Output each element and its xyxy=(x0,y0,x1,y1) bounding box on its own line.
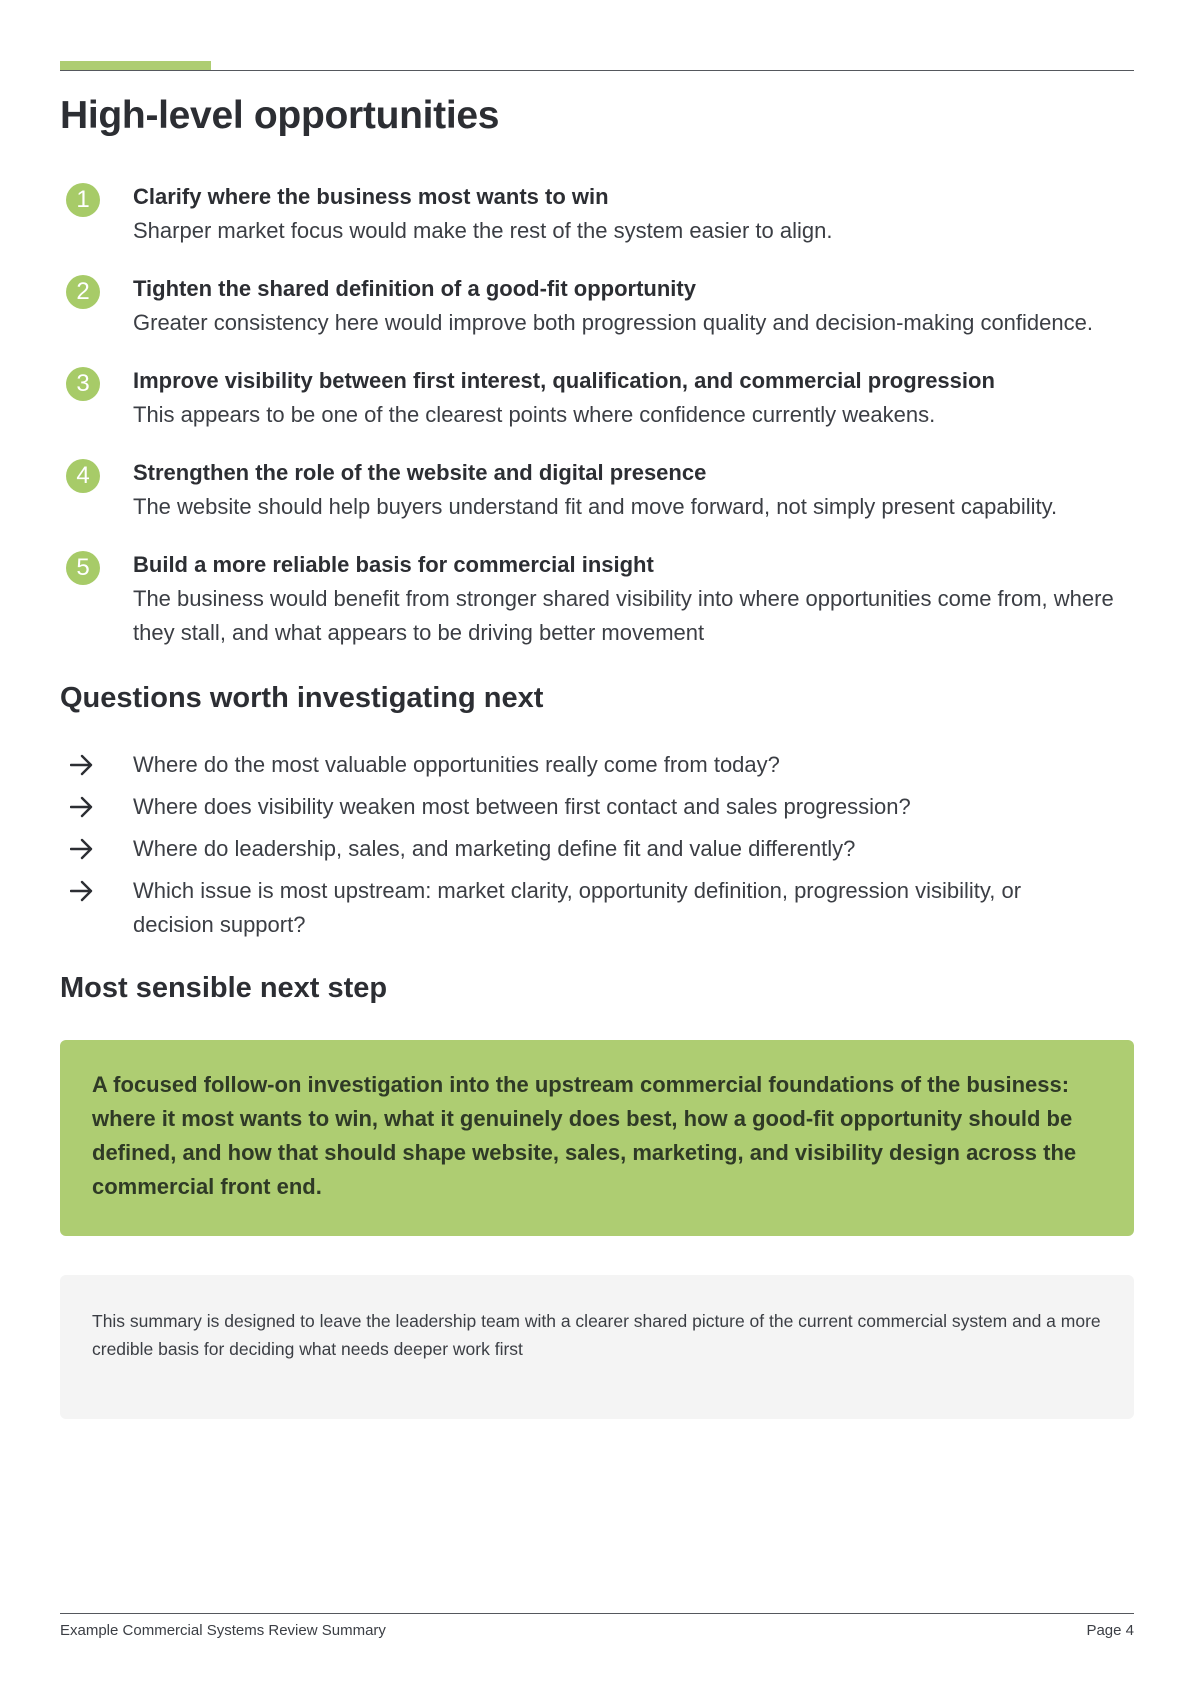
question-text: Where does visibility weaken most between first contact and sales progression? xyxy=(133,794,911,819)
arrow-right-icon xyxy=(70,838,94,860)
number-badge-icon: 2 xyxy=(66,275,100,309)
opportunity-item xyxy=(60,180,1134,248)
questions-list xyxy=(60,748,1134,950)
footer-page-number: Page 4 xyxy=(1086,1622,1134,1639)
opportunity-title: Tighten the shared definition of a good-fit opportunity xyxy=(133,276,696,301)
opportunity-title: Strengthen the role of the website and digital presence xyxy=(133,460,707,485)
arrow-right-icon xyxy=(70,796,94,818)
opportunity-item xyxy=(60,456,1134,524)
question-item xyxy=(60,832,1134,866)
opportunity-title: Build a more reliable basis for commercial insight xyxy=(133,552,654,577)
number-badge-icon: 4 xyxy=(66,459,100,493)
next-step-heading: Most sensible next step xyxy=(60,972,388,1004)
opportunity-description: The business would benefit from stronger shared visibility into where opportunities come from, where they stall, and what appears to be driving better movement xyxy=(133,586,1114,645)
footer-document-name: Example Commercial Systems Review Summary xyxy=(60,1622,386,1639)
opportunity-description: This appears to be one of the clearest points where confidence currently weakens. xyxy=(133,402,936,427)
arrow-right-icon xyxy=(70,880,94,902)
question-text: Where do leadership, sales, and marketing define fit and value differently? xyxy=(133,836,856,861)
question-text: Which issue is most upstream: market clarity, opportunity definition, progression visibility, or decision support? xyxy=(133,878,1022,937)
header-rule xyxy=(60,70,1134,71)
opportunity-item xyxy=(60,272,1134,340)
question-item xyxy=(60,874,1134,942)
next-step-callout: A focused follow-on investigation into the upstream commercial foundations of the business: where it most wants to win, what it genuinely does best, how a good-fit opportunity should be defined, and how that should shape website, sales, marketing, and visibility design across the commercial front end. xyxy=(60,1040,1134,1236)
opportunity-item xyxy=(60,548,1134,650)
page-title: High-level opportunities xyxy=(60,94,500,137)
footer-rule xyxy=(60,1613,1134,1614)
number-badge-icon: 5 xyxy=(66,551,100,585)
question-text: Where do the most valuable opportunities really come from today? xyxy=(133,752,780,777)
summary-note: This summary is designed to leave the leadership team with a clearer shared picture of the current commercial system and a more credible basis for deciding what needs deeper work first xyxy=(60,1275,1134,1419)
opportunity-description: The website should help buyers understand fit and move forward, not simply present capability. xyxy=(133,494,1058,519)
opportunity-description: Sharper market focus would make the rest of the system easier to align. xyxy=(133,218,833,243)
question-item xyxy=(60,748,1134,782)
opportunity-title: Clarify where the business most wants to win xyxy=(133,184,609,209)
number-badge-icon: 1 xyxy=(66,183,100,217)
question-item xyxy=(60,790,1134,824)
number-badge-icon: 3 xyxy=(66,367,100,401)
opportunity-description: Greater consistency here would improve both progression quality and decision-making confidence. xyxy=(133,310,1093,335)
arrow-right-icon xyxy=(70,754,94,776)
opportunity-list xyxy=(60,180,1134,674)
opportunity-title: Improve visibility between first interest, qualification, and commercial progression xyxy=(133,368,995,393)
questions-heading: Questions worth investigating next xyxy=(60,682,544,714)
opportunity-item xyxy=(60,364,1134,432)
